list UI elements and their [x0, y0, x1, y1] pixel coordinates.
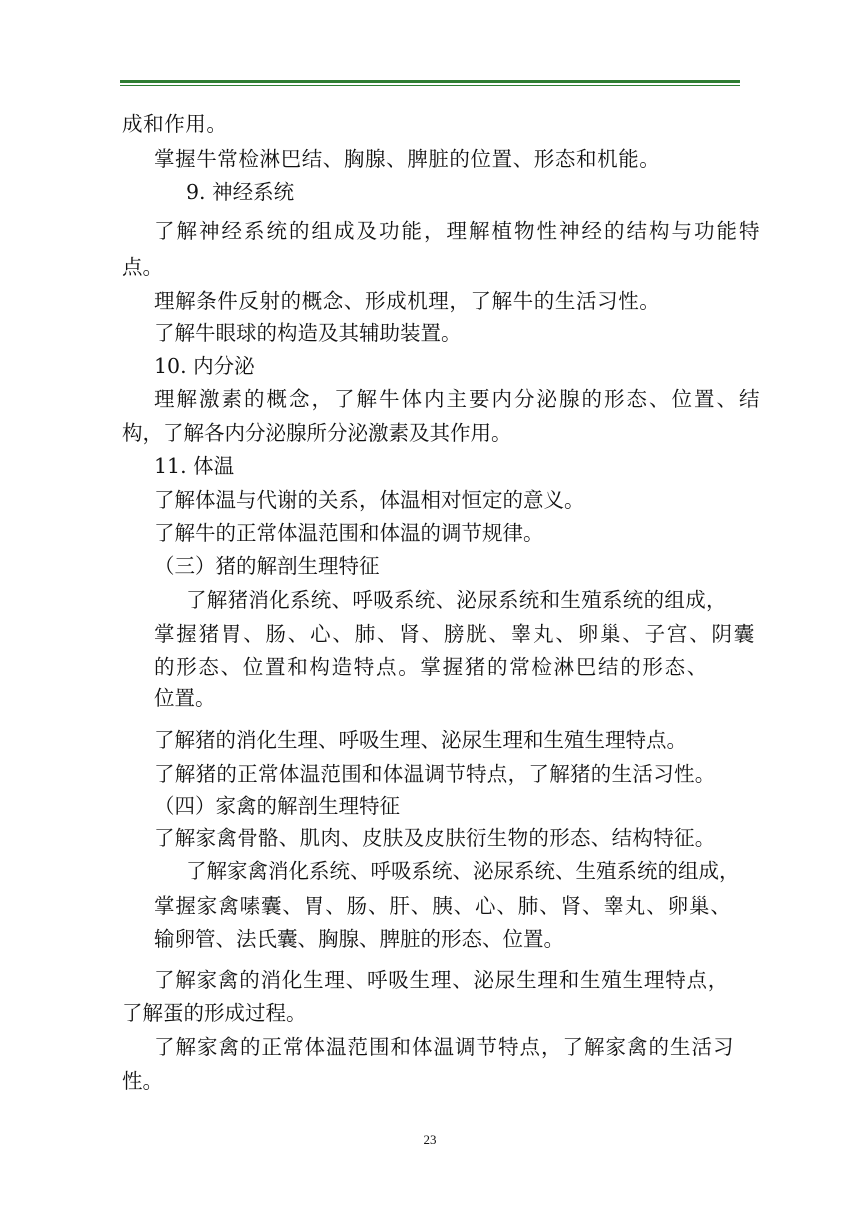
text-line: 了解家禽的消化生理、呼吸生理、泌尿生理和生殖生理特点， [154, 968, 730, 992]
text-line: 了解神经系统的组成及功能，理解植物性神经的结构与功能特 [154, 219, 762, 243]
page-number: 23 [423, 1132, 437, 1147]
section-heading: 10. 内分泌 [154, 354, 255, 378]
text-line: 了解家禽消化系统、呼吸系统、泌尿系统、生殖系统的组成， [186, 859, 740, 883]
text-line: 了解猪消化系统、呼吸系统、泌尿系统和生殖系统的组成， [186, 588, 727, 612]
text-line: 性。 [122, 1069, 163, 1093]
text-line: 了解猪的消化生理、呼吸生理、泌尿生理和生殖生理特点。 [154, 728, 687, 752]
text-line: 位置。 [154, 686, 216, 710]
text-line: 了解牛的正常体温范围和体温的调节规律。 [154, 521, 544, 545]
text-line: 成和作用。 [122, 112, 228, 136]
header-rule [120, 80, 740, 86]
text-line: 的形态、位置和构造特点。掌握猪的常检淋巴结的形态、 [154, 655, 709, 679]
section-heading: （四）家禽的解剖生理特征 [154, 794, 400, 818]
text-line: 理解条件反射的概念、形成机理，了解牛的生活习性。 [154, 289, 661, 313]
text-line: 掌握牛常检淋巴结、胸腺、脾脏的位置、形态和机能。 [154, 147, 661, 171]
section-heading: （三）猪的解剖生理特征 [154, 554, 380, 578]
section-heading: 11. 体温 [154, 454, 235, 478]
text-line: 了解体温与代谢的关系，体温相对恒定的意义。 [154, 488, 585, 512]
text-line: 了解家禽骨骼、肌肉、皮肤及皮肤衍生物的形态、结构特征。 [154, 826, 716, 850]
text-line: 了解蛋的形成过程。 [122, 1001, 307, 1025]
text-line: 了解牛眼球的构造及其辅助装置。 [154, 321, 462, 345]
text-line: 理解激素的概念，了解牛体内主要内分泌腺的形态、位置、结 [154, 387, 762, 411]
section-heading: 9. 神经系统 [186, 180, 295, 204]
text-line: 构，了解各内分泌腺所分泌激素及其作用。 [122, 421, 512, 445]
text-line: 了解猪的正常体温范围和体温调节特点，了解猪的生活习性。 [154, 762, 716, 786]
text-line: 输卵管、法氏囊、胸腺、脾脏的形态、位置。 [154, 927, 564, 951]
text-line: 掌握猪胃、肠、心、肺、肾、膀胱、睾丸、卵巢、子宫、阴囊 [154, 622, 757, 646]
text-line: 了解家禽的正常体温范围和体温调节特点，了解家禽的生活习 [154, 1035, 735, 1059]
text-line: 掌握家禽嗉囊、胃、肠、肝、胰、心、肺、肾、睾丸、卵巢、 [154, 894, 732, 918]
text-line: 点。 [122, 255, 163, 279]
